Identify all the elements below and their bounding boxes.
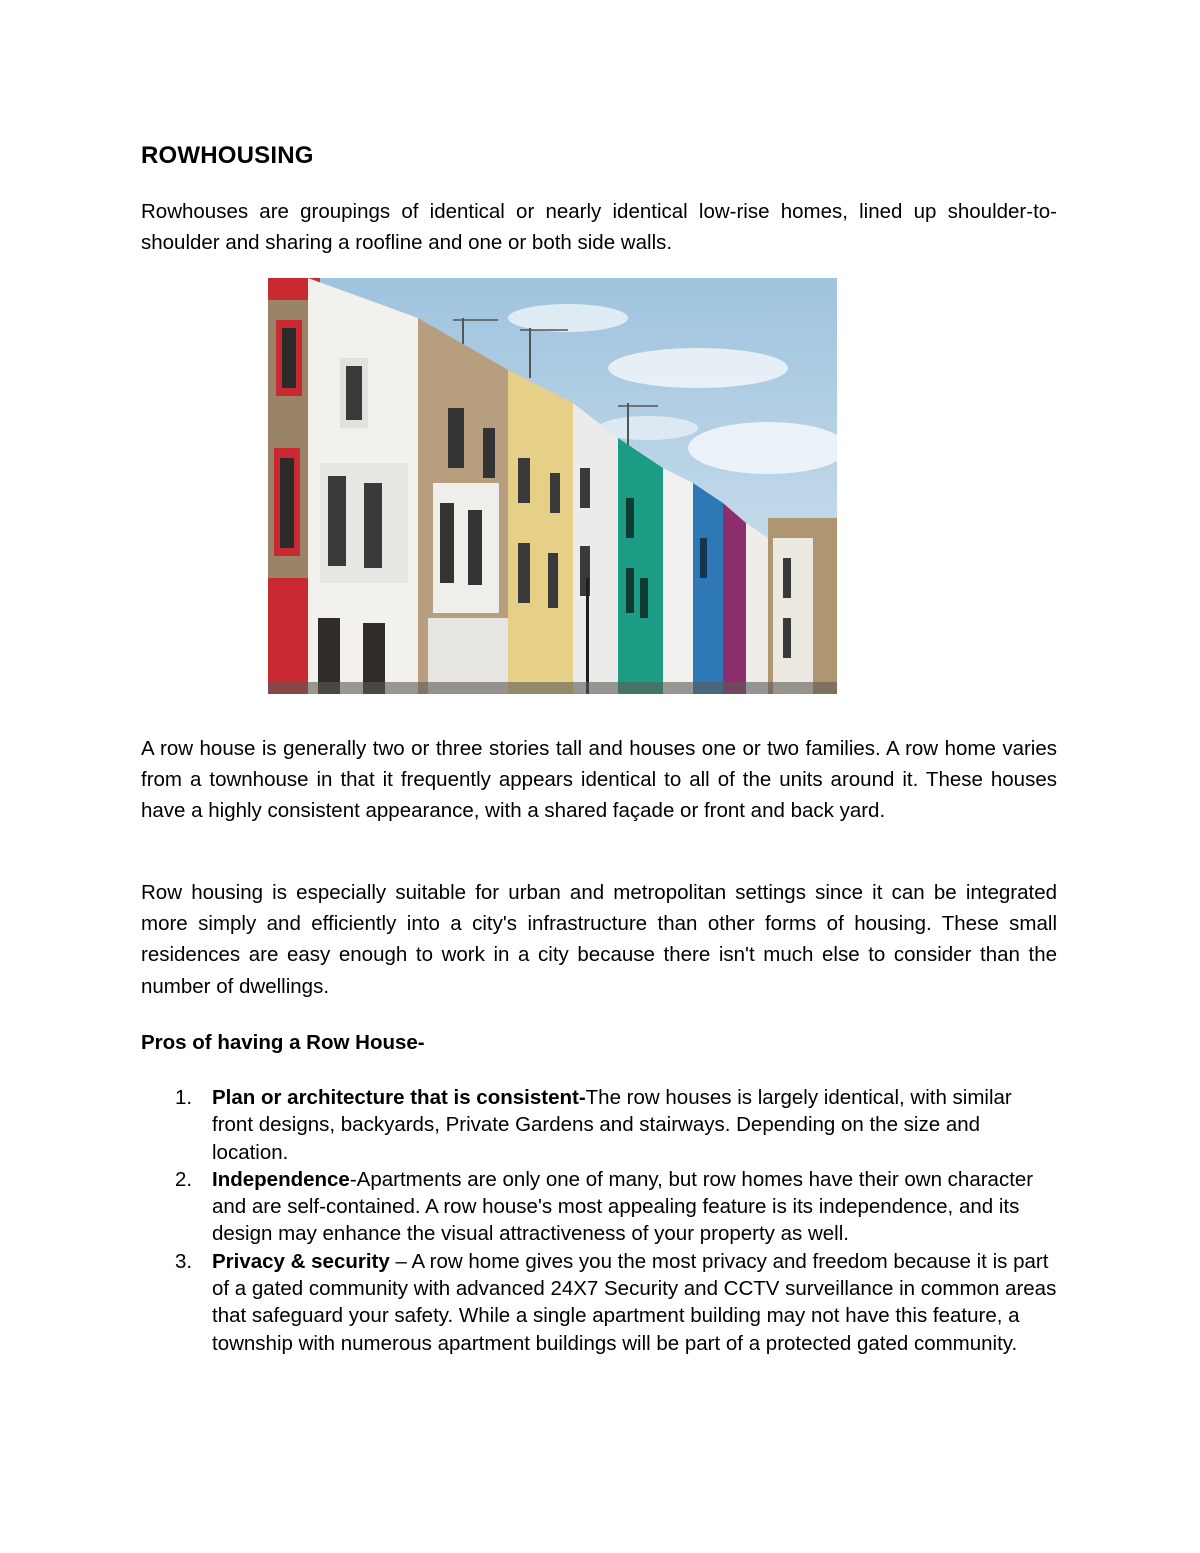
- list-number: 2.: [175, 1167, 193, 1191]
- list-item: [141, 1166, 1057, 1248]
- list-item-text: -Apartments are only one of many, but row homes have their own character and are self-contained. A row house's most appealing feature is its independence, and its design may enhance the visual attractiveness of your property as well.: [212, 1167, 1034, 1246]
- urban-suitability-paragraph: Row housing is especially suitable for urban and metropolitan settings since it can be integrated more simply and efficiently into a city's infrastructure than other forms of housing. These small residences are easy enough to work in a city because there isn't much else to consider than the number of dwellings.: [141, 881, 1057, 998]
- list-item: [141, 1248, 1057, 1357]
- row-houses-photo: [268, 278, 837, 694]
- description-paragraph: A row house is generally two or three stories tall and houses one or two families. A row home varies from a townhouse in that it frequently appears identical to all of the units around it. These houses have a highly consistent appearance, with a shared façade or front and back yard.: [141, 737, 1057, 823]
- list-item-term: Plan or architecture that is consistent-: [212, 1086, 586, 1109]
- list-number: 3.: [175, 1249, 193, 1273]
- list-item: [141, 1084, 1057, 1166]
- list-item-text: The row houses is largely identical, with similar front designs, backyards, Private Gardens and stairways. Depending on the size and location.: [212, 1086, 1012, 1164]
- list-item-term: Independence: [212, 1167, 350, 1191]
- list-number: 1.: [175, 1086, 193, 1109]
- pros-heading: Pros of having a Row House-: [141, 1031, 425, 1054]
- intro-paragraph: Rowhouses are groupings of identical or nearly identical low-rise homes, lined up shoulder-to-shoulder and sharing a roofline and one or both side walls.: [141, 200, 1057, 255]
- list-item-term: Privacy & security: [212, 1249, 390, 1273]
- pros-list: [141, 1084, 1057, 1357]
- document-title: ROWHOUSING: [141, 142, 314, 169]
- list-item-text: – A row home gives you the most privacy and freedom because it is part of a gated community with advanced 24X7 Security and CCTV surveillance in common areas that safeguard your safety. While a single apartment building may not have this feature, a township with numerous apartment buildings will be part of a protected gated community.: [212, 1249, 1057, 1355]
